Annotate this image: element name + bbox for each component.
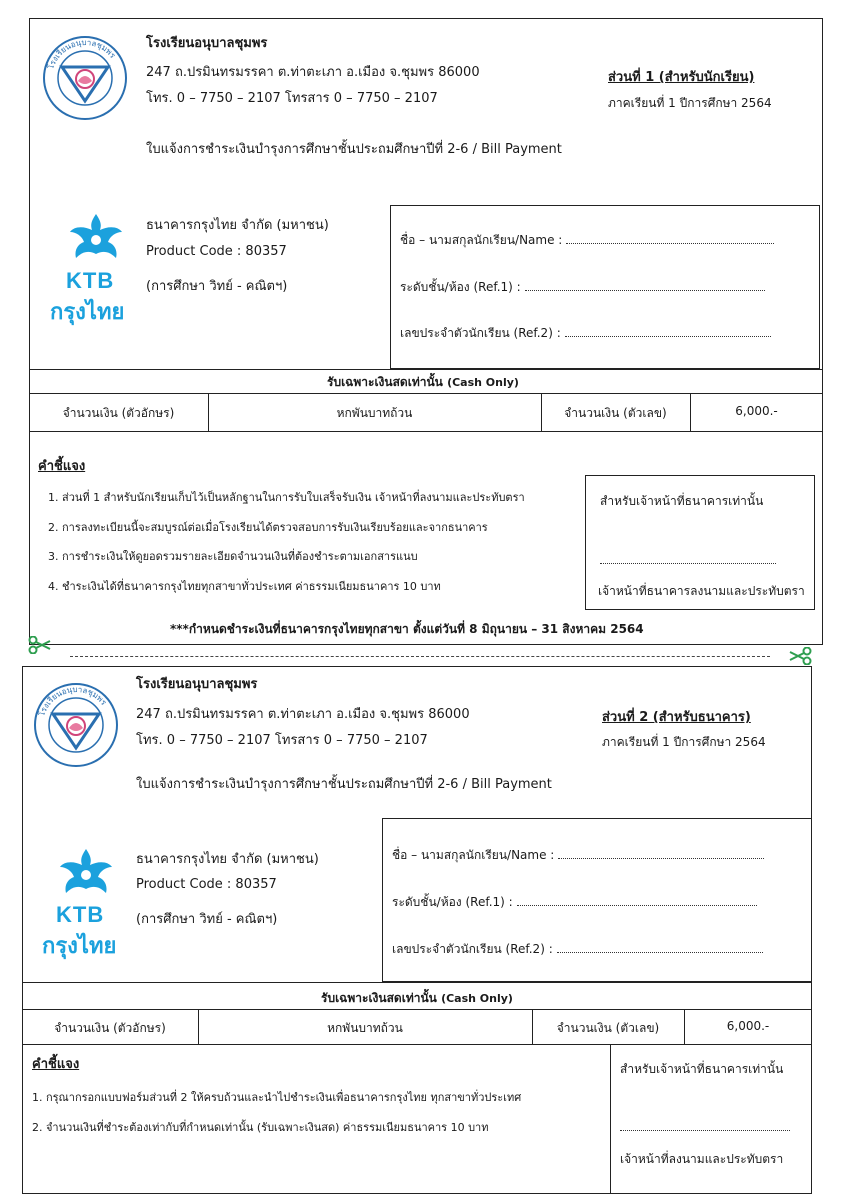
school-address: 247 ถ.ปรมินทรมรรคา ต.ท่าตะเภา อ.เมือง จ.ชุมพร 86000: [146, 65, 480, 80]
field-ref2[interactable]: [392, 940, 763, 959]
ktb-logo-thai: กรุงไทย: [50, 300, 125, 325]
bank-name: ธนาคารกรุงไทย จำกัด (มหาชน): [146, 218, 329, 233]
school-name: โรงเรียนอนุบาลชุมพร: [136, 677, 258, 692]
amount-num-label: จำนวนเงิน (ตัวเลข): [564, 406, 667, 420]
cut-line: [70, 656, 770, 657]
instructions-title: คำชี้แจง: [32, 1057, 80, 1072]
semester: ภาคเรียนที่ 1 ปีการศึกษา 2564: [608, 96, 772, 110]
bank-officer-sign-line[interactable]: [620, 1120, 790, 1131]
amount-num-label: จำนวนเงิน (ตัวเลข): [556, 1021, 660, 1035]
field-name[interactable]: [400, 231, 774, 250]
field-ref2-line[interactable]: [557, 952, 763, 953]
cash-only-label: รับเฉพาะเงินสดเท่านั้น (Cash Only): [321, 991, 513, 1005]
amount-text-label: จำนวนเงิน (ตัวอักษร): [62, 406, 175, 420]
svg-text:โรงเรียนอนุบาลชุมพร: โรงเรียนอนุบาลชุมพร: [46, 37, 118, 71]
field-ref1-label: ระดับชั้น/ห้อง (Ref.1) :: [400, 280, 521, 294]
field-name-line[interactable]: [558, 858, 764, 859]
bank-officer-sign: เจ้าหน้าที่ธนาคารลงนามและประทับตรา: [598, 584, 805, 598]
product-desc: (การศึกษา วิทย์ - คณิตฯ): [146, 279, 288, 294]
instruction-item: 2. การลงทะเบียนนี้จะสมบูรณ์ต่อเมื่อโรงเรียนได้ตรวจสอบการรับเงินเรียบร้อยและจากธนาคาร: [48, 521, 488, 534]
part-label: ส่วนที่ 1 (สำหรับนักเรียน): [608, 70, 755, 85]
school-seal-icon: [42, 35, 128, 121]
amount-text-value: หกพันบาทถ้วน: [327, 1021, 403, 1035]
school-phone: โทร. 0 – 7750 – 2107 โทรสาร 0 – 7750 – 2107: [146, 91, 438, 106]
field-ref2-line[interactable]: [565, 336, 771, 337]
instruction-item: 2. จำนวนเงินที่ชำระต้องเท่ากับที่กำหนดเท่านั้น (รับเฉพาะเงินสด) ค่าธรรมเนียมธนาคาร 10 บาท: [32, 1121, 489, 1134]
instruction-item: 1. ส่วนที่ 1 สำหรับนักเรียนเก็บไว้เป็นหลักฐานในการรับใบเสร็จรับเงิน เจ้าหน้าที่ลงนามและประทับตรา: [48, 491, 525, 504]
instruction-item: 3. การชำระเงินให้ดูยอดรวมรายละเอียดจำนวนเงินที่ต้องชำระตามเอกสารแนบ: [48, 550, 418, 563]
product-code: Product Code : 80357: [136, 877, 277, 892]
ktb-bird-icon: [66, 210, 126, 266]
field-ref2-label: เลขประจำตัวนักเรียน (Ref.2) :: [400, 326, 561, 340]
bank-officer-sign-line[interactable]: [600, 553, 776, 564]
field-ref1-label: ระดับชั้น/ห้อง (Ref.1) :: [392, 895, 513, 909]
field-ref1-line[interactable]: [517, 905, 757, 906]
field-ref1[interactable]: [392, 893, 757, 912]
bank-name: ธนาคารกรุงไทย จำกัด (มหาชน): [136, 852, 319, 867]
amount-text-value: หกพันบาทถ้วน: [336, 406, 413, 420]
part-label: ส่วนที่ 2 (สำหรับธนาคาร): [602, 710, 751, 725]
scissors-icon: [788, 647, 812, 665]
school-address: 247 ถ.ปรมินทรมรรคา ต.ท่าตะเภา อ.เมือง จ.ชุมพร 86000: [136, 707, 470, 722]
bank-officer-title: สำหรับเจ้าหน้าที่ธนาคารเท่านั้น: [620, 1062, 784, 1076]
school-name: โรงเรียนอนุบาลชุมพร: [146, 36, 268, 51]
amount-num-value: 6,000.-: [726, 1019, 770, 1033]
school-seal-icon: [33, 682, 119, 768]
instruction-item: 1. กรุณากรอกแบบฟอร์มส่วนที่ 2 ให้ครบถ้วนและนำไปชำระเงินเพื่อธนาคารกรุงไทย ทุกสาขาทั่วประเทศ: [32, 1091, 522, 1104]
payment-deadline: ***กำหนดชำระเงินที่ธนาคารกรุงไทยทุกสาขา ตั้งแต่วันที่ 8 มิถุนายน – 31 สิงหาคม 2564: [170, 622, 644, 636]
amount-num-value: 6,000.-: [735, 404, 778, 418]
amount-text-label: จำนวนเงิน (ตัวอักษร): [54, 1021, 166, 1035]
field-name-label: ชื่อ – นามสกุลนักเรียน/Name :: [392, 848, 555, 862]
form-title: ใบแจ้งการชำระเงินบำรุงการศึกษาชั้นประถมศึกษาปีที่ 2-6 / Bill Payment: [146, 142, 562, 157]
product-desc: (การศึกษา วิทย์ - คณิตฯ): [136, 912, 278, 927]
form-title: ใบแจ้งการชำระเงินบำรุงการศึกษาชั้นประถมศึกษาปีที่ 2-6 / Bill Payment: [136, 777, 552, 792]
bank-officer-title: สำหรับเจ้าหน้าที่ธนาคารเท่านั้น: [600, 494, 764, 508]
scissors-icon: [28, 636, 52, 654]
field-name[interactable]: [392, 846, 764, 865]
product-code: Product Code : 80357: [146, 244, 287, 259]
field-ref2-label: เลขประจำตัวนักเรียน (Ref.2) :: [392, 942, 553, 956]
svg-text:โรงเรียนอนุบาลชุมพร: โรงเรียนอนุบาลชุมพร: [37, 684, 109, 718]
field-ref1[interactable]: [400, 278, 765, 297]
semester: ภาคเรียนที่ 1 ปีการศึกษา 2564: [602, 735, 766, 749]
instructions-title: คำชี้แจง: [38, 459, 86, 474]
ktb-logo-latin: KTB: [56, 902, 105, 927]
field-ref2[interactable]: [400, 324, 771, 343]
instruction-item: 4. ชำระเงินได้ที่ธนาคารกรุงไทยทุกสาขาทั่วประเทศ ค่าธรรมเนียมธนาคาร 10 บาท: [48, 580, 441, 593]
cash-only-label: รับเฉพาะเงินสดเท่านั้น (Cash Only): [327, 375, 519, 389]
field-name-label: ชื่อ – นามสกุลนักเรียน/Name :: [400, 233, 563, 247]
ktb-logo-latin: KTB: [66, 268, 115, 293]
bank-officer-sign: เจ้าหน้าที่ลงนามและประทับตรา: [620, 1152, 784, 1166]
ktb-bird-icon: [56, 845, 116, 901]
field-ref1-line[interactable]: [525, 290, 765, 291]
school-phone: โทร. 0 – 7750 – 2107 โทรสาร 0 – 7750 – 2107: [136, 733, 428, 748]
field-name-line[interactable]: [566, 243, 774, 244]
ktb-logo-thai: กรุงไทย: [42, 934, 117, 959]
